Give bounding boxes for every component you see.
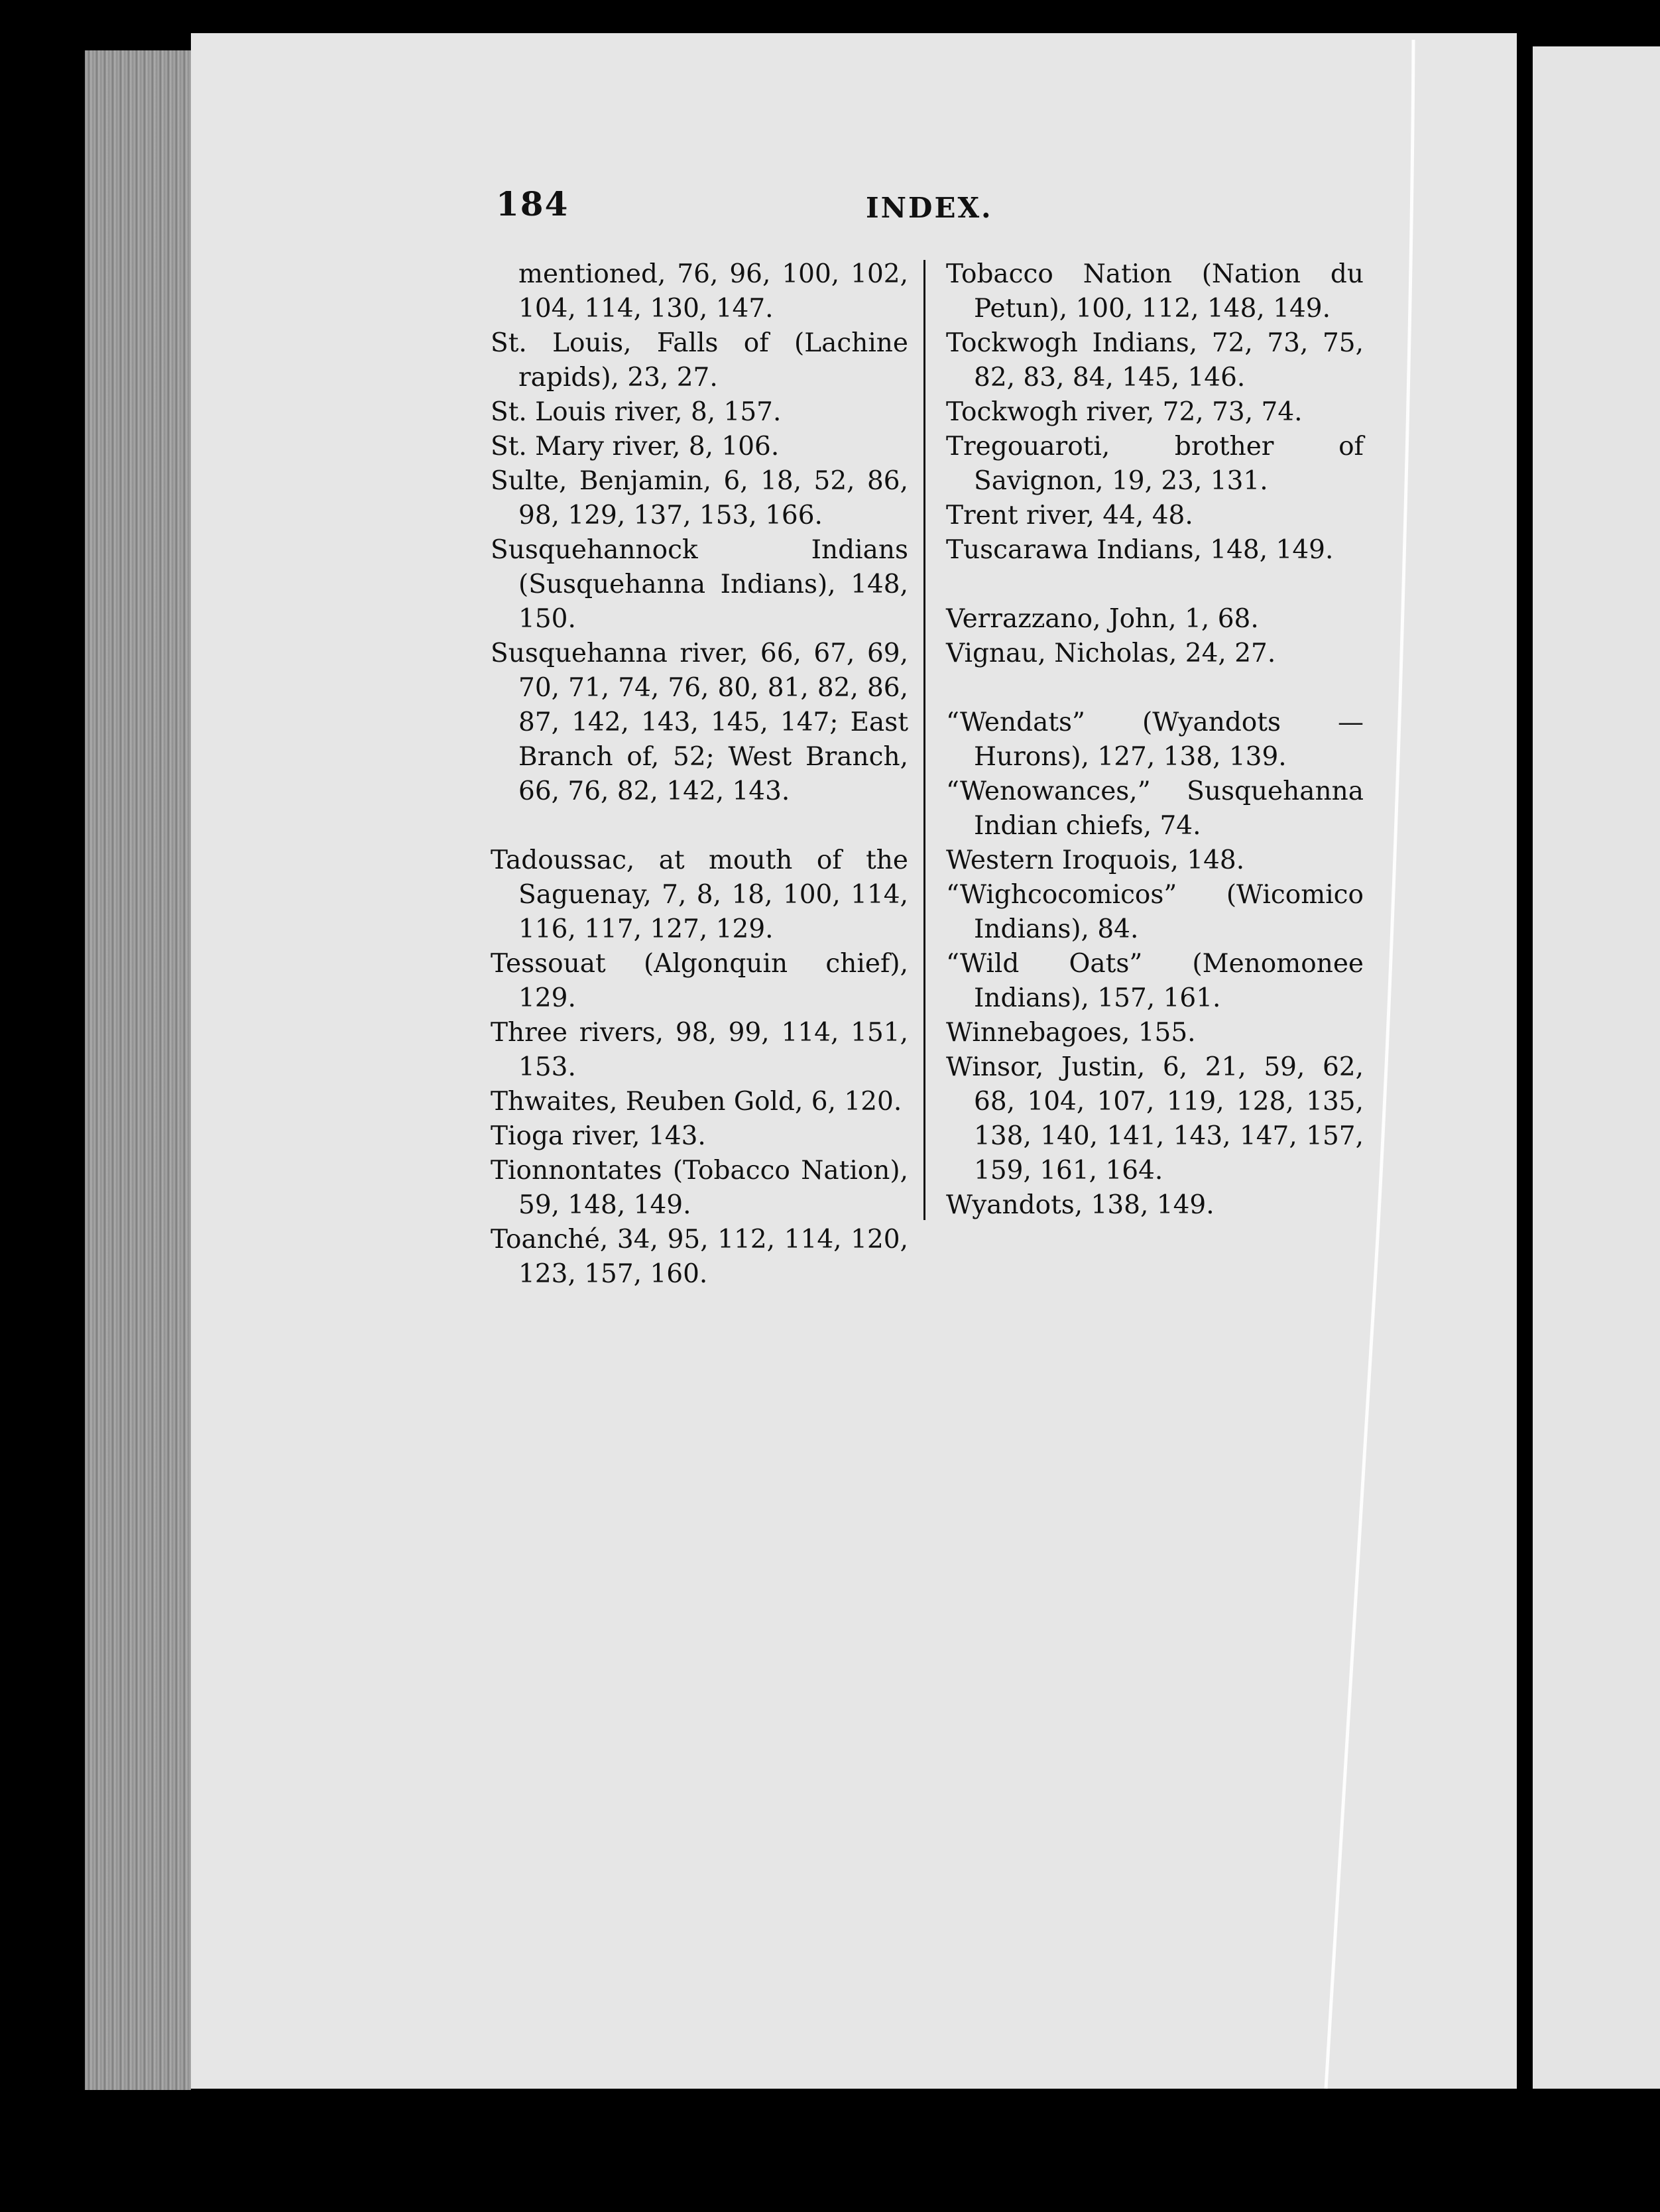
index-entry: Susquehannock Indians (Susquehanna Indians), 148, 150.	[491, 535, 908, 634]
index-entry: Tionnontates (Tobacco Nation), 59, 148, 149.	[491, 1156, 908, 1220]
index-entry: Verrazzano, John, 1, 68.	[946, 604, 1259, 634]
index-entry: Winnebagoes, 155.	[946, 1018, 1196, 1048]
index-entry: Tessouat (Algonquin chief), 129.	[491, 949, 908, 1013]
index-entry: Western Iroquois, 148.	[946, 845, 1245, 875]
index-entry: Susquehanna river, 66, 67, 69, 70, 71, 74, 76, 80, 81, 82, 86, 87, 142, 143, 145, 147; East Branch of, 52; West Branch, 66, 76, 82, 142, 143.	[491, 639, 908, 806]
index-entry: Vignau, Nicholas, 24, 27.	[946, 639, 1276, 668]
index-entry-continued: mentioned, 76, 96, 100, 102, 104, 114, 130, 147.	[518, 259, 908, 324]
index-column-left	[491, 257, 908, 1292]
section-gap	[491, 809, 908, 843]
running-head: INDEX.	[866, 192, 993, 224]
index-entry: Trent river, 44, 48.	[946, 501, 1193, 530]
index-entry: St. Louis river, 8, 157.	[491, 397, 782, 427]
index-column-right	[946, 257, 1364, 1223]
index-entry: St. Mary river, 8, 106.	[491, 432, 780, 461]
index-entry: Wyandots, 138, 149.	[946, 1190, 1215, 1220]
index-entry: Tobacco Nation (Nation du Petun), 100, 112, 148, 149.	[946, 259, 1364, 324]
index-entry: Tockwogh river, 72, 73, 74.	[946, 397, 1303, 427]
page-number: 184	[496, 184, 569, 223]
index-entry: Tuscarawa Indians, 148, 149.	[946, 535, 1334, 565]
index-entry: Tioga river, 143.	[491, 1121, 706, 1151]
index-entry: Winsor, Justin, 6, 21, 59, 62, 68, 104, 107, 119, 128, 135, 138, 140, 141, 143, 147, 157, 159, 161, 164.	[946, 1052, 1364, 1186]
stacked-page-edges	[85, 50, 191, 2090]
section-gap	[946, 568, 1364, 602]
index-entry: “Wighcocomicos” (Wicomico Indians), 84.	[946, 880, 1364, 944]
index-entry: Three rivers, 98, 99, 114, 151, 153.	[491, 1018, 908, 1082]
index-entry: “Wendats” (Wyandots — Hurons), 127, 138, 139.	[946, 707, 1364, 772]
index-entry: “Wenowances,” Susquehanna Indian chiefs, 74.	[946, 776, 1364, 841]
index-entry: Sulte, Benjamin, 6, 18, 52, 86, 98, 129, 137, 153, 166.	[491, 466, 908, 530]
section-gap	[946, 671, 1364, 706]
page-gutter	[1517, 33, 1533, 2089]
index-entry: Thwaites, Reuben Gold, 6, 120.	[491, 1087, 902, 1117]
index-entry: St. Louis, Falls of (Lachine rapids), 23, 27.	[491, 328, 908, 393]
index-entry: Toanché, 34, 95, 112, 114, 120, 123, 157, 160.	[491, 1225, 908, 1289]
index-entry: Tregouaroti, brother of Savignon, 19, 23, 131.	[946, 432, 1364, 496]
index-entry: “Wild Oats” (Menomonee Indians), 157, 161.	[946, 949, 1364, 1013]
adjacent-page-edge	[1533, 46, 1660, 2089]
index-entry: Tockwogh Indians, 72, 73, 75, 82, 83, 84, 145, 146.	[946, 328, 1364, 393]
index-entry: Tadoussac, at mouth of the Saguenay, 7, 8, 18, 100, 114, 116, 117, 127, 129.	[491, 845, 908, 944]
column-divider-rule	[923, 260, 925, 1220]
